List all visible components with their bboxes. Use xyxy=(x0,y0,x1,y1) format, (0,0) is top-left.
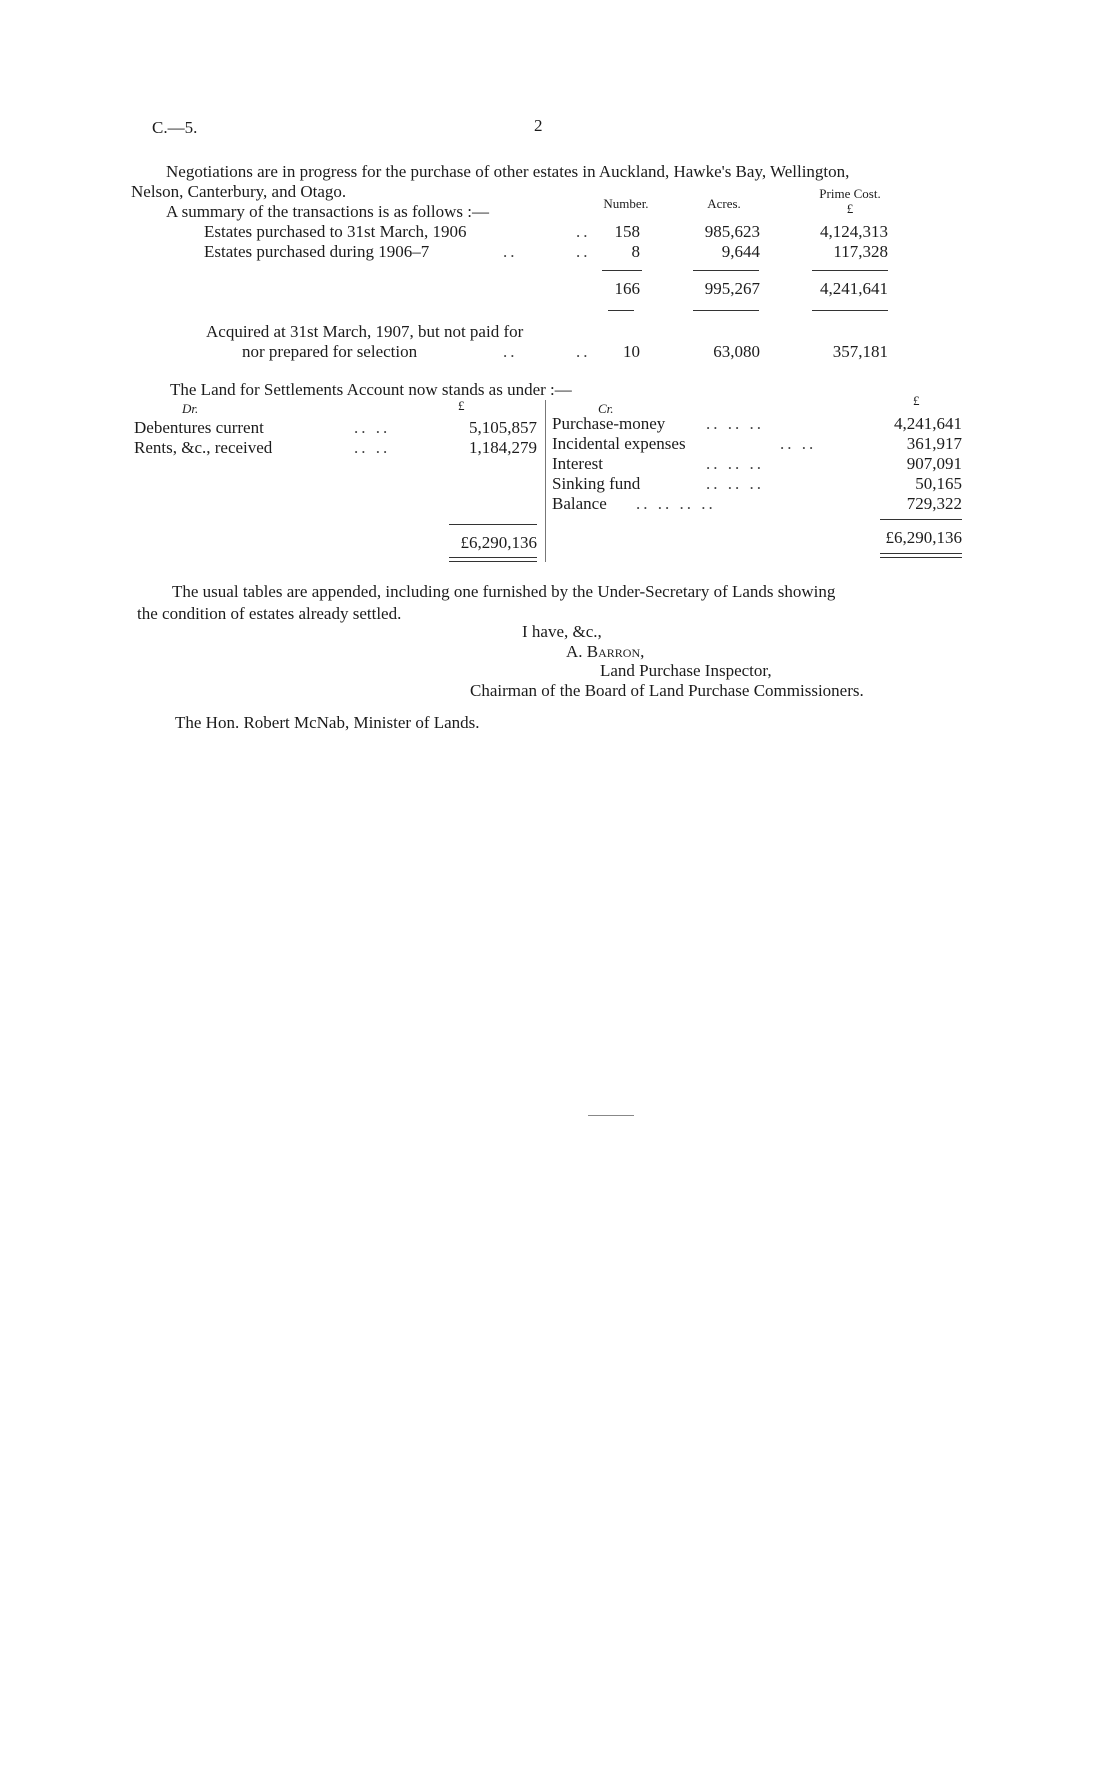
col-header-number: Number. xyxy=(603,196,649,211)
leader-dots: .. .. xyxy=(354,418,391,437)
signatory-name: A. Barron, xyxy=(566,642,645,661)
rule xyxy=(449,524,537,525)
credit-amount: 50,165 xyxy=(915,474,962,493)
leader-dots: .. .. .. xyxy=(706,454,764,473)
document-reference: C.—5. xyxy=(152,118,198,137)
debit-amount: 5,105,857 xyxy=(469,418,537,437)
rule xyxy=(693,270,759,271)
summary-row-cost: 4,124,313 xyxy=(820,222,888,241)
summary-total-number: 166 xyxy=(614,279,640,298)
account-intro: The Land for Settlements Account now stands as under :— xyxy=(170,380,572,399)
dr-currency-symbol: £ xyxy=(458,398,465,413)
salutation: I have, &c., xyxy=(522,622,602,641)
dr-header: Dr. xyxy=(182,401,199,416)
rule xyxy=(449,561,537,562)
credit-total: £6,290,136 xyxy=(885,528,962,547)
divider xyxy=(588,1115,634,1116)
summary-row-number: 158 xyxy=(614,222,640,241)
rule xyxy=(812,310,888,311)
leader-dots: .. xyxy=(576,242,591,261)
credit-amount: 729,322 xyxy=(906,494,962,513)
summary-row-number: 8 xyxy=(631,242,640,261)
acquired-number: 10 xyxy=(623,342,640,361)
credit-label: Sinking fund xyxy=(552,474,641,493)
column-separator xyxy=(545,400,546,562)
acquired-label-line2: nor prepared for selection xyxy=(242,342,418,361)
summary-total-cost: 4,241,641 xyxy=(820,279,888,298)
col-header-prime-cost: Prime Cost. xyxy=(819,186,881,201)
page-number: 2 xyxy=(534,116,543,135)
rule xyxy=(812,270,888,271)
debit-total: £6,290,136 xyxy=(460,533,537,552)
credit-label: Interest xyxy=(552,454,603,473)
summary-row-label: Estates purchased during 1906–7 xyxy=(204,242,430,261)
closing-paragraph-line2: the condition of estates already settled. xyxy=(137,604,402,623)
col-header-acres: Acres. xyxy=(707,196,741,211)
leader-dots: .. .. .. xyxy=(706,474,764,493)
leader-dots: .. .. xyxy=(780,434,817,453)
cr-header: Cr. xyxy=(598,401,614,416)
summary-row-acres: 985,623 xyxy=(704,222,760,241)
leader-dots: .. xyxy=(576,342,591,361)
summary-row-label: Estates purchased to 31st March, 1906 xyxy=(204,222,467,241)
rule xyxy=(880,553,962,554)
leader-dots: .. .. xyxy=(354,438,391,457)
summary-total-acres: 995,267 xyxy=(704,279,760,298)
credit-amount: 4,241,641 xyxy=(894,414,962,433)
rule xyxy=(602,270,642,271)
rule xyxy=(608,310,634,311)
paragraph-negotiations-line1: Negotiations are in progress for the purchase of other estates in Auckland, Hawke's Bay, Wellington, xyxy=(166,162,850,181)
rule xyxy=(880,519,962,520)
acquired-label-line1: Acquired at 31st March, 1907, but not paid for xyxy=(206,322,524,341)
debit-label: Debentures current xyxy=(134,418,264,437)
debit-label: Rents, &c., received xyxy=(134,438,273,457)
leader-dots: .. xyxy=(503,242,518,261)
acquired-acres: 63,080 xyxy=(713,342,760,361)
credit-label: Balance xyxy=(552,494,607,513)
leader-dots: .. .. .. .. xyxy=(636,494,716,513)
summary-row-acres: 9,644 xyxy=(721,242,760,261)
credit-amount: 361,917 xyxy=(906,434,962,453)
leader-dots: .. xyxy=(576,222,591,241)
addressee: The Hon. Robert McNab, Minister of Lands. xyxy=(175,713,480,732)
rule xyxy=(693,310,759,311)
signatory-title: Land Purchase Inspector, xyxy=(600,661,772,680)
leader-dots: .. .. .. xyxy=(706,414,764,433)
leader-dots: .. xyxy=(503,342,518,361)
debit-amount: 1,184,279 xyxy=(469,438,537,457)
credit-label: Purchase-money xyxy=(552,414,666,433)
col-header-prime-cost-unit: £ xyxy=(846,201,854,216)
rule xyxy=(880,557,962,558)
summary-row-cost: 117,328 xyxy=(833,242,888,261)
closing-paragraph-line1: The usual tables are appended, including one furnished by the Under-Secretary of Lands showing xyxy=(172,582,836,601)
cr-currency-symbol: £ xyxy=(913,393,920,408)
signatory-role: Chairman of the Board of Land Purchase Commissioners. xyxy=(470,681,864,700)
acquired-cost: 357,181 xyxy=(832,342,888,361)
credit-amount: 907,091 xyxy=(906,454,962,473)
rule xyxy=(449,557,537,558)
paragraph-negotiations-line2: Nelson, Canterbury, and Otago. xyxy=(131,182,347,201)
credit-label: Incidental expenses xyxy=(552,434,686,453)
summary-intro: A summary of the transactions is as follows :— xyxy=(166,202,489,221)
